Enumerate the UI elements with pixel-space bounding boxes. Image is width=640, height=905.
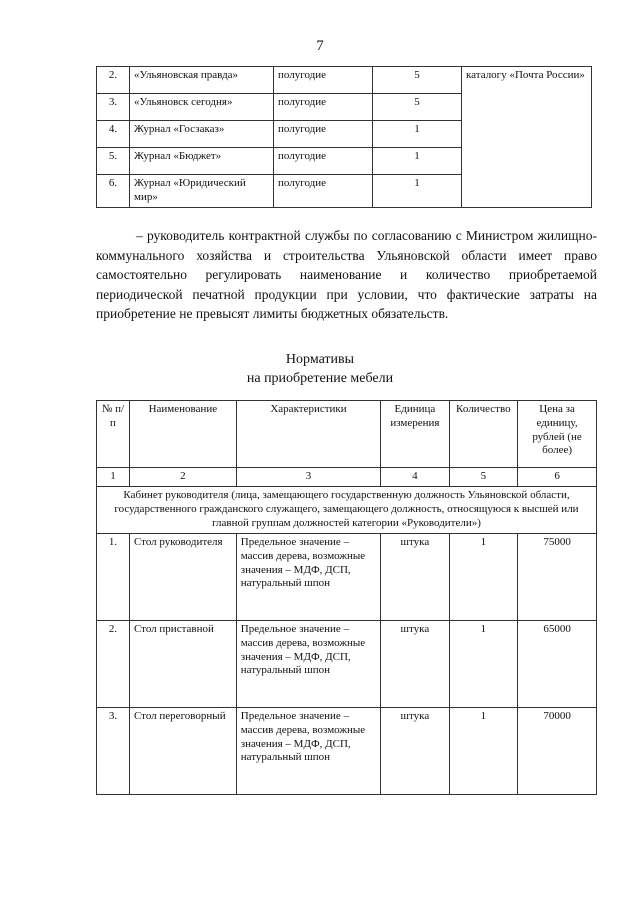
table-row bbox=[97, 534, 597, 621]
row-number: 1. bbox=[97, 534, 130, 621]
table-row bbox=[97, 621, 597, 708]
column-index: 3 bbox=[236, 468, 381, 487]
item-unit: штука bbox=[381, 534, 449, 621]
column-header: № п/п bbox=[97, 401, 130, 468]
column-header: Наименование bbox=[129, 401, 236, 468]
row-number: 4. bbox=[97, 121, 130, 148]
publication-name: Журнал «Бюджет» bbox=[130, 148, 274, 175]
row-number: 3. bbox=[97, 94, 130, 121]
publication-name: Журнал «Госзаказ» bbox=[130, 121, 274, 148]
column-index: 1 bbox=[97, 468, 130, 487]
subscription-period: полугодие bbox=[274, 121, 373, 148]
category-heading: Кабинет руководителя (лица, замещающего государственную должность Ульяновской области, государственного гражданского служащего, замещающего должность, относящуюся к высшей или главной группам должностей категории «Руководители») bbox=[97, 487, 597, 534]
catalog-note: каталогу «Почта России» bbox=[462, 67, 592, 208]
category-row bbox=[97, 487, 597, 534]
subscription-period: полугодие bbox=[274, 175, 373, 208]
item-price: 65000 bbox=[518, 621, 597, 708]
item-quantity: 1 bbox=[449, 708, 518, 795]
table-row bbox=[97, 67, 592, 94]
body-paragraph: – руководитель контрактной службы по согласованию с Министром жилищно-коммунального хозяйства и строительства Ульяновской области имеет право самостоятельно регулировать наименование и количество приобретаемой периодической печатной продукции при условии, что фактические затраты на приобретение не превысят лимиты бюджетных обязательств. bbox=[96, 228, 597, 321]
section-subtitle: на приобретение мебели bbox=[246, 371, 394, 386]
item-price: 70000 bbox=[518, 708, 597, 795]
column-header: Цена за единицу, рублей (не более) bbox=[518, 401, 597, 468]
item-spec: Предельное значение – массив дерева, возможные значения – МДФ, ДСП, натуральный шпон bbox=[236, 534, 381, 621]
quantity: 1 bbox=[373, 175, 462, 208]
subscription-table bbox=[96, 66, 592, 208]
index-row bbox=[97, 468, 597, 487]
publication-name: Журнал «Юридический мир» bbox=[130, 175, 274, 208]
item-quantity: 1 bbox=[449, 534, 518, 621]
header-row bbox=[97, 401, 597, 468]
column-header: Единица измерения bbox=[381, 401, 449, 468]
table-row bbox=[97, 708, 597, 795]
section-title: Нормативы bbox=[285, 352, 355, 367]
subscription-period: полугодие bbox=[274, 67, 373, 94]
publication-name: «Ульяновская правда» bbox=[130, 67, 274, 94]
column-index: 5 bbox=[449, 468, 518, 487]
row-number: 6. bbox=[97, 175, 130, 208]
item-name: Стол приставной bbox=[129, 621, 236, 708]
item-name: Стол переговорный bbox=[129, 708, 236, 795]
page-number: 7 bbox=[316, 38, 324, 54]
quantity: 1 bbox=[373, 148, 462, 175]
row-number: 2. bbox=[97, 67, 130, 94]
subscription-period: полугодие bbox=[274, 94, 373, 121]
item-spec: Предельное значение – массив дерева, возможные значения – МДФ, ДСП, натуральный шпон bbox=[236, 708, 381, 795]
item-unit: штука bbox=[381, 621, 449, 708]
quantity: 5 bbox=[373, 67, 462, 94]
row-number: 2. bbox=[97, 621, 130, 708]
quantity: 1 bbox=[373, 121, 462, 148]
item-price: 75000 bbox=[518, 534, 597, 621]
subscription-period: полугодие bbox=[274, 148, 373, 175]
column-index: 4 bbox=[381, 468, 449, 487]
item-spec: Предельное значение – массив дерева, возможные значения – МДФ, ДСП, натуральный шпон bbox=[236, 621, 381, 708]
row-number: 3. bbox=[97, 708, 130, 795]
row-number: 5. bbox=[97, 148, 130, 175]
item-quantity: 1 bbox=[449, 621, 518, 708]
item-unit: штука bbox=[381, 708, 449, 795]
column-index: 2 bbox=[129, 468, 236, 487]
publication-name: «Ульяновск сегодня» bbox=[130, 94, 274, 121]
quantity: 5 bbox=[373, 94, 462, 121]
item-name: Стол руководителя bbox=[129, 534, 236, 621]
column-index: 6 bbox=[518, 468, 597, 487]
furniture-table bbox=[96, 400, 597, 795]
column-header: Количество bbox=[449, 401, 518, 468]
column-header: Характеристики bbox=[236, 401, 381, 468]
